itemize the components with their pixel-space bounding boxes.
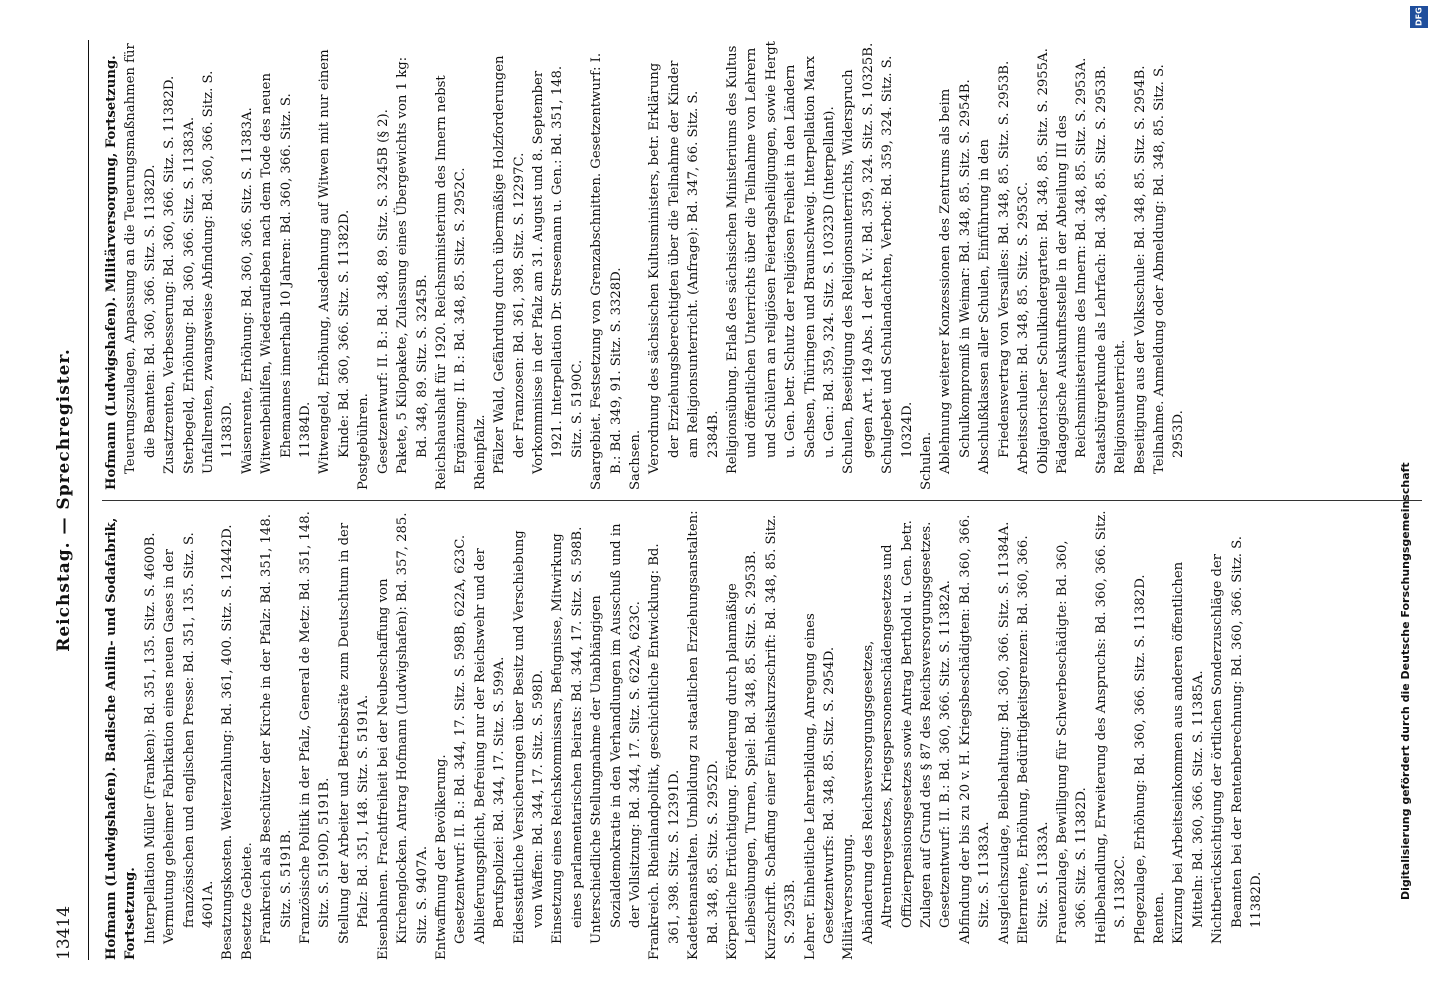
- index-entry: Witwenbeihilfen, Wiederaufleben nach dem Tode des neuen Ehemannes innerhalb 10 Jahren: Bd. 360, 366. Sitz. S. 11384D.: [259, 73, 314, 474]
- digitization-credit: [1399, 0, 1434, 1000]
- index-entry: Zusatzrenten, Verbesserung: Bd. 360, 366. Sitz. S. 11382D.: [162, 75, 178, 474]
- index-entry: Ablieferungspflicht, Befreiung nur der Reichswehr und der Berufspolizei: Bd. 344, 17. Sitz. S. 599A.: [472, 548, 508, 944]
- index-entry: Körperliche Ertüchtigung. Förderung durch planmäßige Leibesübungen, Turnen, Spiel: Bd. 348, 85. Sitz. S. 2953B.: [725, 550, 760, 960]
- entry-heading: Hofmann (Ludwigshafen). Militärversorgung, Fortsetzung.: [104, 55, 119, 490]
- dfg-logo: DFG: [1410, 6, 1428, 28]
- index-entry: Teuerungszulagen, Anpassung an die Teuerungsmaßnahmen für die Beamten: Bd. 360, 366. Sitz. S. 11382D.: [123, 43, 158, 474]
- index-entry: Beseitigung aus der Volksschule: Bd. 348, 85. Sitz. S. 2954B.: [1132, 65, 1148, 474]
- index-entry: Vermutung geheimer Fabrikation eines neuen Gases in der französischen und englischen Presse: Bd. 351, 135. Sitz. S. 4601A.: [162, 532, 217, 944]
- index-entry: Lehrer. Einheitliche Lehrerbildung, Anregung eines Gesetzentwurfs: Bd. 348, 85. Sitz. S. 2954D.: [802, 613, 838, 960]
- index-entry: Frankreich als Beschützer der Kirche in der Pfalz: Bd. 351, 148. Sitz. S. 5191B.: [259, 514, 294, 944]
- index-entry: Nichtberücksichtigung der örtlichen Sonderzuschläge der Beamten bei der Rentenberechnung: Bd. 360, 366. Sitz. S. 11382D.: [1210, 536, 1264, 944]
- index-entry: Pakete, 5 Kilopakete, Zulassung eines Übergewichts von 1 kg: Bd. 348, 89. Sitz. S. 3245B.: [395, 56, 430, 474]
- index-entry: Staatsbürgerkunde als Lehrfach: Bd. 348, 85. Sitz. S. 2953B.: [1093, 65, 1109, 474]
- index-entry: Ablehnung weiterer Konzessionen des Zentrums als beim Schulkompromiß in Weimar: Bd. 348, 85. Sitz. S. 2954B.: [938, 79, 973, 474]
- index-entry: Arbeitsschulen: Bd. 348, 85. Sitz. S. 2953C.: [1016, 181, 1032, 474]
- index-entry: Abfindung der bis zu 20 v. H. Kriegsbeschädigten: Bd. 360, 366. Sitz. S. 11383A.: [957, 514, 993, 944]
- index-entry: Schulen, Beseitigung des Religionsunterrichts, Widerspruch gegen Art. 149 Abs. 1 der R. V.: Bd. 359, 324. Sitz. S. 10325B.: [841, 42, 876, 474]
- index-entry: Verordnung des sächsischen Kultusministers, betr. Erklärung der Erziehungsberechtigten über die Teilnahme der Kinder am Religionsunterricht. (Anfrage): Bd. 347, 66. Sitz. S. 2384B.: [647, 60, 721, 474]
- index-entry: Kürzung bei Arbeitseinkommen aus anderen öffentlichen Mitteln: Bd. 360, 366. Sitz. S. 11385A.: [1171, 561, 1206, 944]
- index-entry: Schulgebet und Schulandachten, Verbot: Bd. 359, 324. Sitz. S. 10324D.: [880, 55, 915, 474]
- index-entry: Frauenzulage, Bewilligung für Schwerbeschädigte: Bd. 360, 366. Sitz. S. 11382D.: [1054, 540, 1090, 944]
- index-entry: Abschlußklassen aller Schulen, Einführung in den Friedensvertrag von Versailles: Bd. 348, 85. Sitz. S. 2953B.: [977, 60, 1012, 474]
- index-entry: Stellung der Arbeiter und Betriebsräte zum Deutschtum in der Pfalz: Bd. 351, 148. Sitz. S. 5191A.: [336, 522, 372, 944]
- index-entry: Frankreich. Rheinlandpolitik, geschichtliche Entwicklung: Bd. 361, 398. Sitz. S. 12391D.: [647, 543, 682, 960]
- rotated-page: [50, 40, 1430, 960]
- running-head: [50, 40, 90, 960]
- index-entry: Pädagogische Auskunftsstelle in der Abteilung III des Reichsministeriums des Innern: Bd. 348, 85. Sitz. S. 2953A.: [1054, 57, 1090, 474]
- index-entry: Elternrente, Erhöhung, Bedürftigkeitsgrenzen: Bd. 360, 366. Sitz. S. 11383A.: [1016, 535, 1051, 944]
- index-entry: Besatzungskosten. Weiterzahlung: Bd. 361, 400. Sitz. S. 12442D.: [220, 524, 236, 960]
- index-entry: Teilnahme. Anmeldung oder Abmeldung: Bd. 348, 85. Sitz. S. 2953D.: [1151, 64, 1187, 474]
- index-entry: Renten.: [1151, 891, 1167, 944]
- index-entry: Militärversorgung.: [841, 833, 857, 960]
- index-entry: Gesetzentwurf: II. B.: Bd. 348, 89. Sitz. S. 3245B (§ 2).: [375, 109, 391, 474]
- index-entry: Sachsen.: [627, 429, 643, 490]
- page-title: Reichstag. — Sprechregister.: [54, 348, 74, 652]
- left-column: [102, 510, 1266, 960]
- index-entry: Ausgleichszulage, Beibehaltung: Bd. 360, 366. Sitz. S. 11384A.: [996, 521, 1012, 944]
- entry-heading: Hofmann (Ludwigshafen). Badische Anilin- und Sodafabrik, Fortsetzung.: [104, 517, 139, 960]
- index-entry: Unfallrenten, zwangsweise Abfindung: Bd. 360, 366. Sitz. S. 11383D.: [201, 70, 236, 474]
- index-entry: Besetzte Gebiete.: [239, 842, 255, 960]
- index-entry: Eisenbahnen. Frachtfreiheit bei der Neubeschaffung von Kirchenglocken. Antrag Hofmann (Ludwigshafen): Bd. 357, 285. Sitz. S. 9407A.: [375, 512, 430, 960]
- index-entry: Waisenrente, Erhöhung: Bd. 360, 366. Sitz. S. 11383A.: [239, 107, 255, 474]
- column-divider: [102, 500, 1422, 501]
- right-column: [102, 40, 1189, 490]
- index-entry: Saargebiet. Festsetzung von Grenzabschnitten. Gesetzentwurf: I. B.: Bd. 349, 91. Sitz. S. 3328D.: [589, 52, 624, 490]
- page-number: 13414: [54, 905, 74, 960]
- index-entry: Französische Politik in der Pfalz, General de Metz: Bd. 351, 148. Sitz. S. 5190D, 5191B.: [298, 511, 333, 944]
- header-rule: [88, 40, 89, 960]
- index-entry: Unterschiedliche Stellungnahme der Unabhängigen Sozialdemokratie in den Verhandlungen im Ausschuß und in der Vollsitzung: Bd. 344, 17. Sitz. S. 622A, 623C.: [589, 523, 643, 944]
- index-entry: Religionsunterricht.: [1113, 339, 1129, 474]
- index-entry: Sterbegeld, Erhöhung: Bd. 360, 366. Sitz. S. 11383A.: [181, 116, 197, 474]
- index-entry: Eidesstattliche Versicherungen über Besitz und Verschiebung von Waffen: Bd. 344, 17. Sitz. S. 598D.: [511, 530, 546, 944]
- index-entry: Pflegezulage, Erhöhung: Bd. 360, 366. Sitz. S. 11382D.: [1132, 574, 1148, 944]
- index-entry: Heilbehandlung, Erweiterung des Anspruchs: Bd. 360, 366. Sitz. S. 11382C.: [1093, 510, 1129, 944]
- index-entry: Kadettenanstalten. Umbildung zu staatlichen Erziehungsanstalten: Bd. 348, 85. Sitz. S. 2952D.: [686, 510, 721, 960]
- index-entry: Entwaffnung der Bevölkerung.: [433, 754, 449, 960]
- index-entry: Interpellation Müller (Franken): Bd. 351, 135. Sitz. S. 4600B.: [142, 532, 158, 944]
- index-entry: Reichshaushalt für 1920. Reichsministerium des Innern nebst Ergänzung: II. B.: Bd. 348, 85. Sitz. S. 2952C.: [433, 75, 469, 490]
- index-entry: Gesetzentwurf: II. B.: Bd. 344, 17. Sitz. S. 598B, 622A, 623C.: [453, 534, 469, 944]
- credit-text: Digitalisierung gefördert durch die Deutsche Forschungsgemeinschaft: [1399, 462, 1412, 900]
- index-entry: Religionsübung. Erlaß des sächsischen Ministeriums des Kultus und öffentlichen Unterrichts über die Teilnahme von Lehrern und Schülern an religiösen Feiertagsheiligungen, sowie Hergt u. Gen. betr. Schutz der religiösen Freiheit in den Ländern Sachsen, Thüringen und Braunschweig. Interpellation Marx u. Gen.: Bd. 359, 324. Sitz. S. 10323D (Interpellant).: [725, 41, 838, 474]
- index-entry: Postgebühren.: [356, 393, 372, 490]
- index-entry: Rheinpfalz.: [472, 414, 488, 490]
- index-entry: Schulen.: [919, 431, 935, 490]
- index-entry: Abänderung des Reichsversorgungsgesetzes, Altrentnergesetzes, Kriegspersonenschädengesetzes und Offizierpensionsgesetzes sowie Antrag Berthold u. Gen. betr. Zulagen auf Grund des § 87 des Reichsversorgungsgesetzes. Gesetzentwurf: II. B.: Bd. 360, 366. Sitz. S. 11382A.: [860, 520, 954, 944]
- index-entry: Witwengeld, Erhöhung, Ausdehnung auf Witwen mit nur einem Kinde: Bd. 360, 366. Sitz. S. 11382D.: [317, 49, 352, 474]
- index-entry: Vorkommnisse in der Pfalz am 31. August und 8. September 1921. Interpellation Dr. Stresemann u. Gen.: Bd. 351, 148. Sitz. S. 5190C.: [530, 65, 585, 474]
- index-entry: Obligatorischer Schulkindergarten: Bd. 348, 85. Sitz. S. 2955A.: [1035, 48, 1051, 474]
- index-entry: Pfälzer Wald, Gefährdung durch übermäßige Holzforderungen der Franzosen: Bd. 361, 398. Sitz. S. 12297C.: [492, 55, 527, 474]
- index-entry: Kurzschrift. Schaffung einer Einheitskurzschrift: Bd. 348, 85. Sitz. S. 2953B.: [763, 514, 799, 960]
- index-entry: Einsetzung eines Reichskommissars, Befugnisse, Mitwirkung eines parlamentarischen Beirats: Bd. 344, 17. Sitz. S. 598B.: [550, 526, 585, 944]
